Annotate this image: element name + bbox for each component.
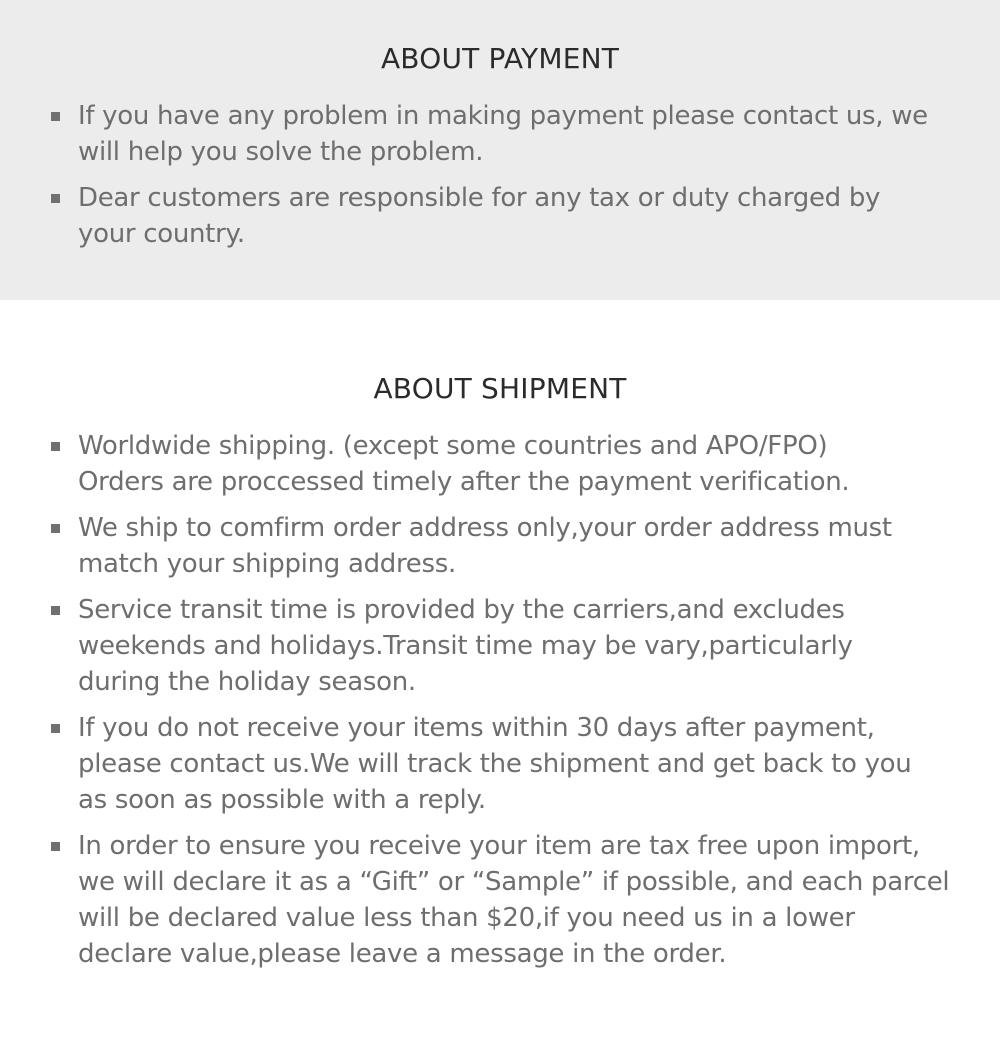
list-item-text: If you have any problem in making payment please contact us, we will help you solve the problem. xyxy=(78,101,928,167)
shipment-list xyxy=(0,428,1000,982)
list-item-text: If you do not receive your items within 30 days after payment, please contact us.We will track the shipment and get back to you as soon as possible with a reply. xyxy=(78,713,912,815)
list-item xyxy=(0,428,1000,500)
list-item-text: Service transit time is provided by the carriers,and excludes weekends and holidays.Transit time may be vary,particularly during the holiday season. xyxy=(78,595,853,697)
list-item xyxy=(0,98,1000,170)
payment-section xyxy=(0,0,1000,300)
list-item xyxy=(0,710,1000,818)
list-item-text: Worldwide shipping. (except some countries and APO/FPO) Orders are proccessed timely after the payment verification. xyxy=(78,431,850,497)
list-item-text: We ship to comfirm order address only,your order address must match your shipping address. xyxy=(78,513,892,579)
list-item xyxy=(0,828,1000,972)
square-bullet-icon xyxy=(51,524,60,533)
list-item xyxy=(0,180,1000,252)
square-bullet-icon xyxy=(51,724,60,733)
payment-list xyxy=(0,98,1000,262)
list-item-text: Dear customers are responsible for any tax or duty charged by your country. xyxy=(78,183,881,249)
shipment-title: ABOUT SHIPMENT xyxy=(373,372,627,405)
square-bullet-icon xyxy=(51,842,60,851)
shipment-section xyxy=(0,300,1000,1050)
list-item-text: In order to ensure you receive your item are tax free upon import, we will declare it as a “Gift” or “Sample” if possible, and each parcel will be declared value less than $20,if you need us in a lower declare value,please leave a message in the order. xyxy=(78,831,950,969)
square-bullet-icon xyxy=(51,112,60,121)
payment-title: ABOUT PAYMENT xyxy=(380,42,620,75)
list-item xyxy=(0,592,1000,700)
square-bullet-icon xyxy=(51,606,60,615)
list-item xyxy=(0,510,1000,582)
square-bullet-icon xyxy=(51,442,60,451)
square-bullet-icon xyxy=(51,194,60,203)
